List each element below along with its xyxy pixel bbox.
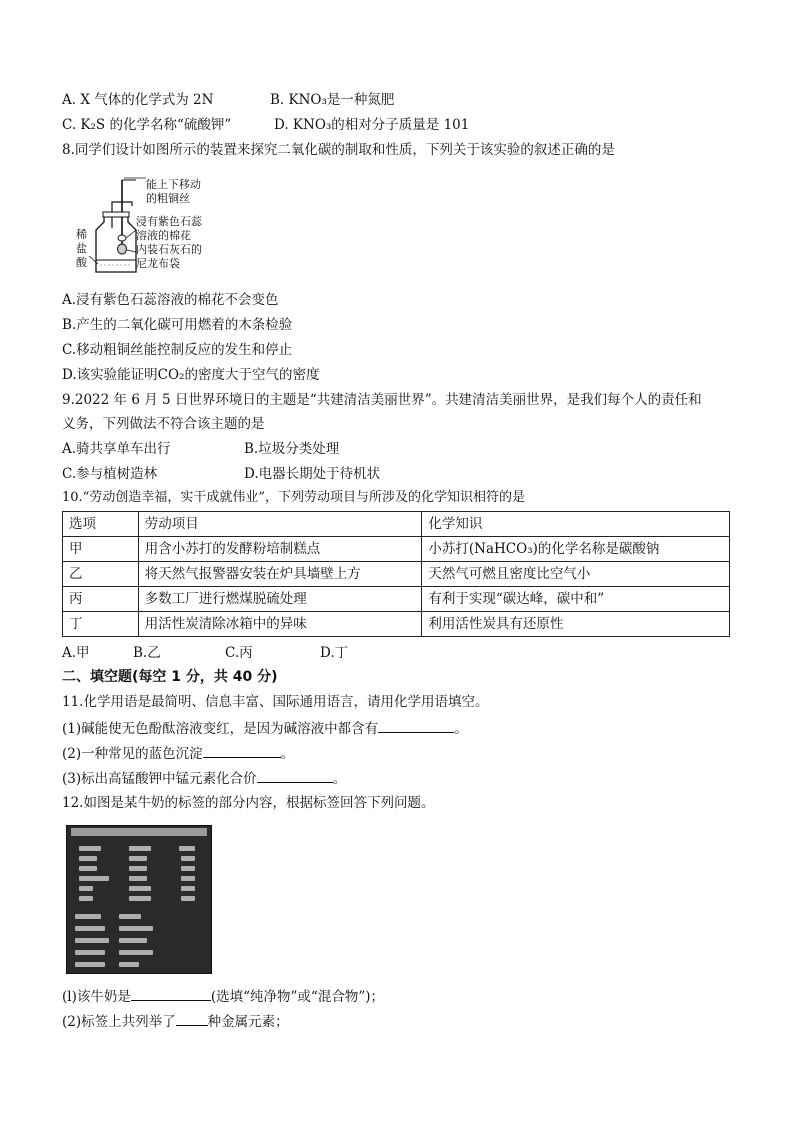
- q9-option-b: B.垃圾分类处理: [244, 441, 340, 457]
- q7-option-d: D. KNO₃的相对分子质量是 101: [274, 117, 470, 133]
- table-header-cell: 劳动项目: [138, 512, 422, 537]
- q8-option-c: C.移动粗铜丝能控制反应的发生和停止: [62, 342, 293, 358]
- q11-stem: 11.化学用语是最简明、信息丰富、国际通用语言，请用化学用语填空。: [62, 694, 489, 710]
- q12-part2: [62, 1011, 289, 1032]
- q11-part3-text: (3)标出高锰酸钾中锰元素化合价: [62, 771, 257, 787]
- q7-option-b: B. KNO₃是一种氮肥: [270, 92, 395, 108]
- q11-part1-text: (1)碱能使无色酚酞溶液变红，是因为碱溶液中都含有: [62, 721, 379, 737]
- q7-option-c: C. K₂S 的化学名称“硫酸钾”: [62, 117, 232, 133]
- table-cell: 小苏打(NaHCO₃)的化学名称是碳酸钠: [422, 537, 730, 562]
- table-row: [63, 587, 730, 612]
- table-cell: 甲: [63, 537, 139, 562]
- label-bag-2: 尼龙布袋: [136, 257, 180, 270]
- table-cell: 乙: [63, 562, 139, 587]
- q9-stem-line2: 义务，下列做法不符合该主题的是: [62, 416, 265, 432]
- label-acid-3: 酸: [76, 256, 87, 269]
- q11-part3: [62, 768, 346, 789]
- q8-apparatus-figure: [74, 172, 234, 282]
- q10-option-b: B.乙: [133, 645, 161, 661]
- q12-part2-text: (2)标签上共列举了: [62, 1014, 176, 1030]
- table-cell: 有利于实现“碳达峰，碳中和”: [422, 587, 730, 612]
- q11-part2-text: (2)一种常见的蓝色沉淀: [62, 746, 203, 762]
- table-row: [63, 612, 730, 637]
- milk-label-photo: [66, 825, 212, 974]
- label-acid-2: 盐: [76, 242, 87, 255]
- answer-blank[interactable]: [131, 986, 211, 1001]
- answer-blank[interactable]: [203, 743, 281, 758]
- table-cell: 用活性炭清除冰箱中的异味: [138, 612, 422, 637]
- period: 。: [280, 746, 295, 762]
- q7-option-a: A. X 气体的化学式为 2N: [62, 92, 214, 108]
- section-title: 二、填空题(每空 1 分，共 40 分): [62, 669, 278, 685]
- table-header-cell: 化学知识: [422, 512, 730, 537]
- q10-stem: 10.“劳动创造幸福，实干成就伟业”，下列劳动项目与所涉及的化学知识相符的是: [62, 490, 525, 505]
- table-cell: 将天然气报警器安装在炉具墙壁上方: [138, 562, 422, 587]
- table-cell: 利用活性炭具有还原性: [422, 612, 730, 637]
- label-cotton-1: 浸有紫色石蕊: [136, 215, 202, 228]
- q8-option-d: D.该实验能证明CO₂的密度大于空气的密度: [62, 367, 320, 383]
- table-cell: 天然气可燃且密度比空气小: [422, 562, 730, 587]
- q10-option-c: C.丙: [225, 645, 253, 661]
- q8-option-b: B.产生的二氧化碳可用燃着的木条检验: [62, 317, 293, 333]
- q12-part1-hint: (选填“纯净物”或“混合物”)；: [210, 989, 384, 1005]
- answer-blank[interactable]: [257, 768, 333, 783]
- q9-option-a: A.骑共享单车出行: [62, 441, 171, 457]
- q10-table: [62, 511, 730, 637]
- answer-blank[interactable]: [378, 718, 454, 733]
- label-acid-1: 稀: [76, 228, 87, 241]
- q11-part1: [62, 718, 468, 739]
- q11-part2: [62, 743, 294, 764]
- label-copper-1: 能上下移动: [146, 178, 201, 191]
- period: 。: [332, 771, 347, 787]
- q12-part1-text: (l)该牛奶是: [62, 989, 131, 1005]
- q10-option-a: A.甲: [62, 645, 90, 661]
- table-row: [63, 537, 730, 562]
- answer-blank[interactable]: [176, 1011, 208, 1026]
- q8-stem: 8.同学们设计如图所示的装置来探究二氧化碳的制取和性质，下列关于该实验的叙述正确的是: [62, 142, 615, 158]
- q9-option-c: C.参与植树造林: [62, 466, 158, 482]
- table-cell: 用含小苏打的发酵粉培制糕点: [138, 537, 422, 562]
- table-cell: 多数工厂进行燃煤脱硫处理: [138, 587, 422, 612]
- q8-option-a: A.浸有紫色石蕊溶液的棉花不会变色: [62, 292, 279, 308]
- q9-option-d: D.电器长期处于待机状: [244, 466, 381, 482]
- table-cell: 丁: [63, 612, 139, 637]
- q9-stem-line1: 9.2022 年 6 月 5 日世界环境日的主题是“共建清洁美丽世界”。共建清洁美丽世界，是我们每个人的责任和: [62, 392, 702, 408]
- table-header-row: [63, 512, 730, 537]
- q12-part1: [62, 986, 384, 1007]
- table-header-cell: 选项: [63, 512, 139, 537]
- q12-part2-tail: 种金属元素；: [207, 1014, 289, 1030]
- q12-stem: 12.如图是某牛奶的标签的部分内容，根据标签回答下列问题。: [62, 795, 435, 811]
- table-row: [63, 562, 730, 587]
- label-bag-1: 内装石灰石的: [136, 243, 202, 256]
- table-cell: 丙: [63, 587, 139, 612]
- q10-option-d: D.丁: [320, 645, 349, 661]
- period: 。: [454, 721, 468, 737]
- label-copper-2: 的粗铜丝: [146, 192, 190, 205]
- label-cotton-2: 溶液的棉花: [136, 229, 191, 242]
